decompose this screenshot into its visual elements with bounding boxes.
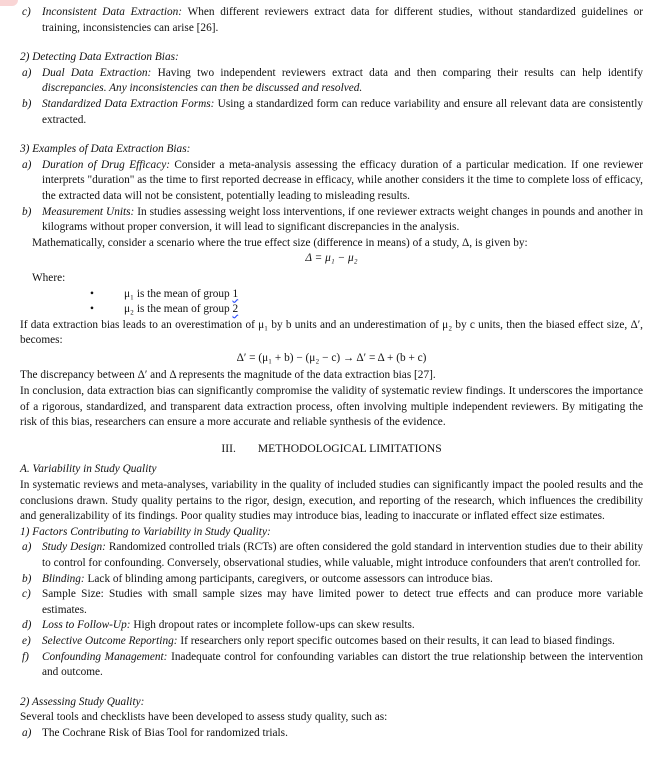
section-title: METHODOLOGICAL LIMITATIONS [257,441,442,455]
item-marker: f) [22,650,29,663]
where-label: Where: [32,271,66,284]
list-item-inconsistent-extraction [20,5,643,36]
item-text: Consider a meta-analysis assessing the efficacy duration of a particular medication. If one reviewer interprets "duration" as the time to first reported decrease in efficacy, while another considers it the time to complete loss of efficacy, the extracted data will not be consistent, potentially leading to misleading results. [42,158,643,202]
item-heading: Selective Outcome Reporting: [42,634,178,647]
section-heading [20,441,643,457]
item-heading: Study Design: [42,541,106,554]
item-text: The Cochrane Risk of Bias Tool for randomized trials. [42,726,288,739]
math-intro: Mathematically, consider a scenario where the true effect size (difference in means) of a study, Δ, is given by: [32,236,528,249]
list-item-sample-size [20,587,643,618]
subsection-heading-assessing: 2) Assessing Study Quality: [20,695,145,708]
conclusion-paragraph: In conclusion, data extraction bias can significantly compromise the validity of systematic review findings. It underscores the importance of a rigorous, standardized, and transparent data extraction process, often involving multiple independent reviewers. By mitigating the risk of this bias, researchers can ensure a more accurate and reliable synthesis of the evidence. [20,385,643,429]
item-marker: a) [22,726,32,739]
item-text: In studies assessing weight loss interventions, if one reviewer extracts weight changes in pounds and another in kilograms without proper conversion, it will lead to significant discrepancies in the analysis. [42,205,643,234]
item-heading: Blinding: [42,572,85,585]
item-text: High dropout rates or incomplete follow-ups can skew results. [130,619,415,632]
item-marker: c) [22,6,31,18]
item-heading: Loss to Follow-Up: [42,619,131,632]
discrepancy-paragraph: The discrepancy between Δ′ and Δ represents the magnitude of the data extraction bias [27]. [20,369,436,382]
list-item-dual-extraction [20,66,643,97]
bullet-item-mu2 [20,302,643,318]
item-marker: d) [22,619,32,632]
list-item-confounding [20,650,643,681]
item-heading: Confounding Management: [42,650,168,663]
item-marker: a) [22,541,32,554]
item-heading: Standardized Data Extraction Forms: [42,97,215,110]
list-item-standardized-forms [20,97,643,128]
list-item-study-design [20,540,643,571]
subsection-heading-variability: A. Variability in Study Quality [20,463,157,476]
section-number: III. [221,441,236,455]
item-heading: Inconsistent Data Extraction: [42,6,183,18]
item-text: Using a standardized form can reduce variability and ensure all relevant data are consistently extracted. [42,97,643,126]
subsection-heading-detecting: 2) Detecting Data Extraction Bias: [20,51,179,64]
item-text-italic: discrepancies. Any inconsistencies can then be discussed and resolved. [42,82,363,95]
item-marker: b) [22,572,32,585]
item-marker: e) [22,634,31,647]
bias-paragraph: If data extraction bias leads to an overestimation of μ₁ by b units and an underestimation of μ₂ by c units, then the biased effect size, Δ′, becomes: [20,318,643,347]
list-item-loss-follow-up [20,618,643,634]
list-item-selective-reporting [20,634,643,650]
equation-biased-effect: Δ′ = (μ₁ + b) − (μ₂ − c) → Δ′ = Δ + (b + c) [236,351,427,364]
bullet-text: μ₁ is the mean of group [124,287,233,300]
item-marker: b) [22,97,32,110]
item-heading: Duration of Drug Efficacy: [42,158,170,171]
bullet-text: μ₂ is the mean of group [124,303,233,316]
subsection-heading-factors: 1) Factors Contributing to Variability in Study Quality: [20,525,271,538]
item-heading: Measurement Units: [42,205,135,218]
item-text: Inadequate control for confounding variables can distort the true relationship between the intervention and outcome. [42,650,643,679]
item-text: If researchers only report specific outcomes based on their results, it can lead to biased findings. [177,634,615,647]
bullet-item-mu1 [20,287,643,303]
item-text: When different reviewers extract data for different studies, without standardized guidelines or training, inconsistencies can arise [26]. [42,6,643,34]
bullet-icon: • [90,287,94,300]
item-marker: a) [22,66,32,79]
item-marker: c) [22,588,31,601]
variability-intro-paragraph: In systematic reviews and meta-analyses, variability in the quality of included studies can significantly impact the pooled results and the conclusions drawn. Study quality pertains to the rigor, design, execution, and reporting of the research, which influences the credibility and generalizability of its findings. Poor quality studies may introduce bias, leading to inaccurate or inflated effect size estimates. [20,479,643,523]
assessing-paragraph: Several tools and checklists have been developed to assess study quality, such as: [20,711,388,724]
bullet-number: 2 [232,303,239,316]
subsection-heading-examples: 3) Examples of Data Extraction Bias: [20,143,191,156]
item-marker: a) [22,158,32,171]
equation-effect-size: Δ = μ₁ − μ₂ [305,252,358,265]
bullet-number: 1 [232,287,239,300]
highlight-mark [0,0,18,6]
list-item-blinding [20,572,643,588]
list-item-measurement-units [20,205,643,236]
bullet-icon: • [90,303,94,316]
item-marker: b) [22,205,32,218]
item-heading: Dual Data Extraction: [42,66,152,79]
list-item-cochrane [20,726,643,742]
item-text: Sample Size: Studies with small sample sizes may have limited power to detect true effects and can produce more variable estimates. [42,588,643,616]
item-text: Lack of blinding among participants, caregivers, or outcome assessors can introduce bias. [84,572,493,585]
item-text: Randomized controlled trials (RCTs) are often considered the gold standard in intervention studies due to their ability to control for confounding. Conversely, observational studies, while valuable, might introduce confounders that aren't controlled for. [42,541,643,569]
list-item-drug-efficacy [20,158,643,205]
item-text: Having two independent reviewers extract data and then comparing their results can help identify [151,66,643,79]
